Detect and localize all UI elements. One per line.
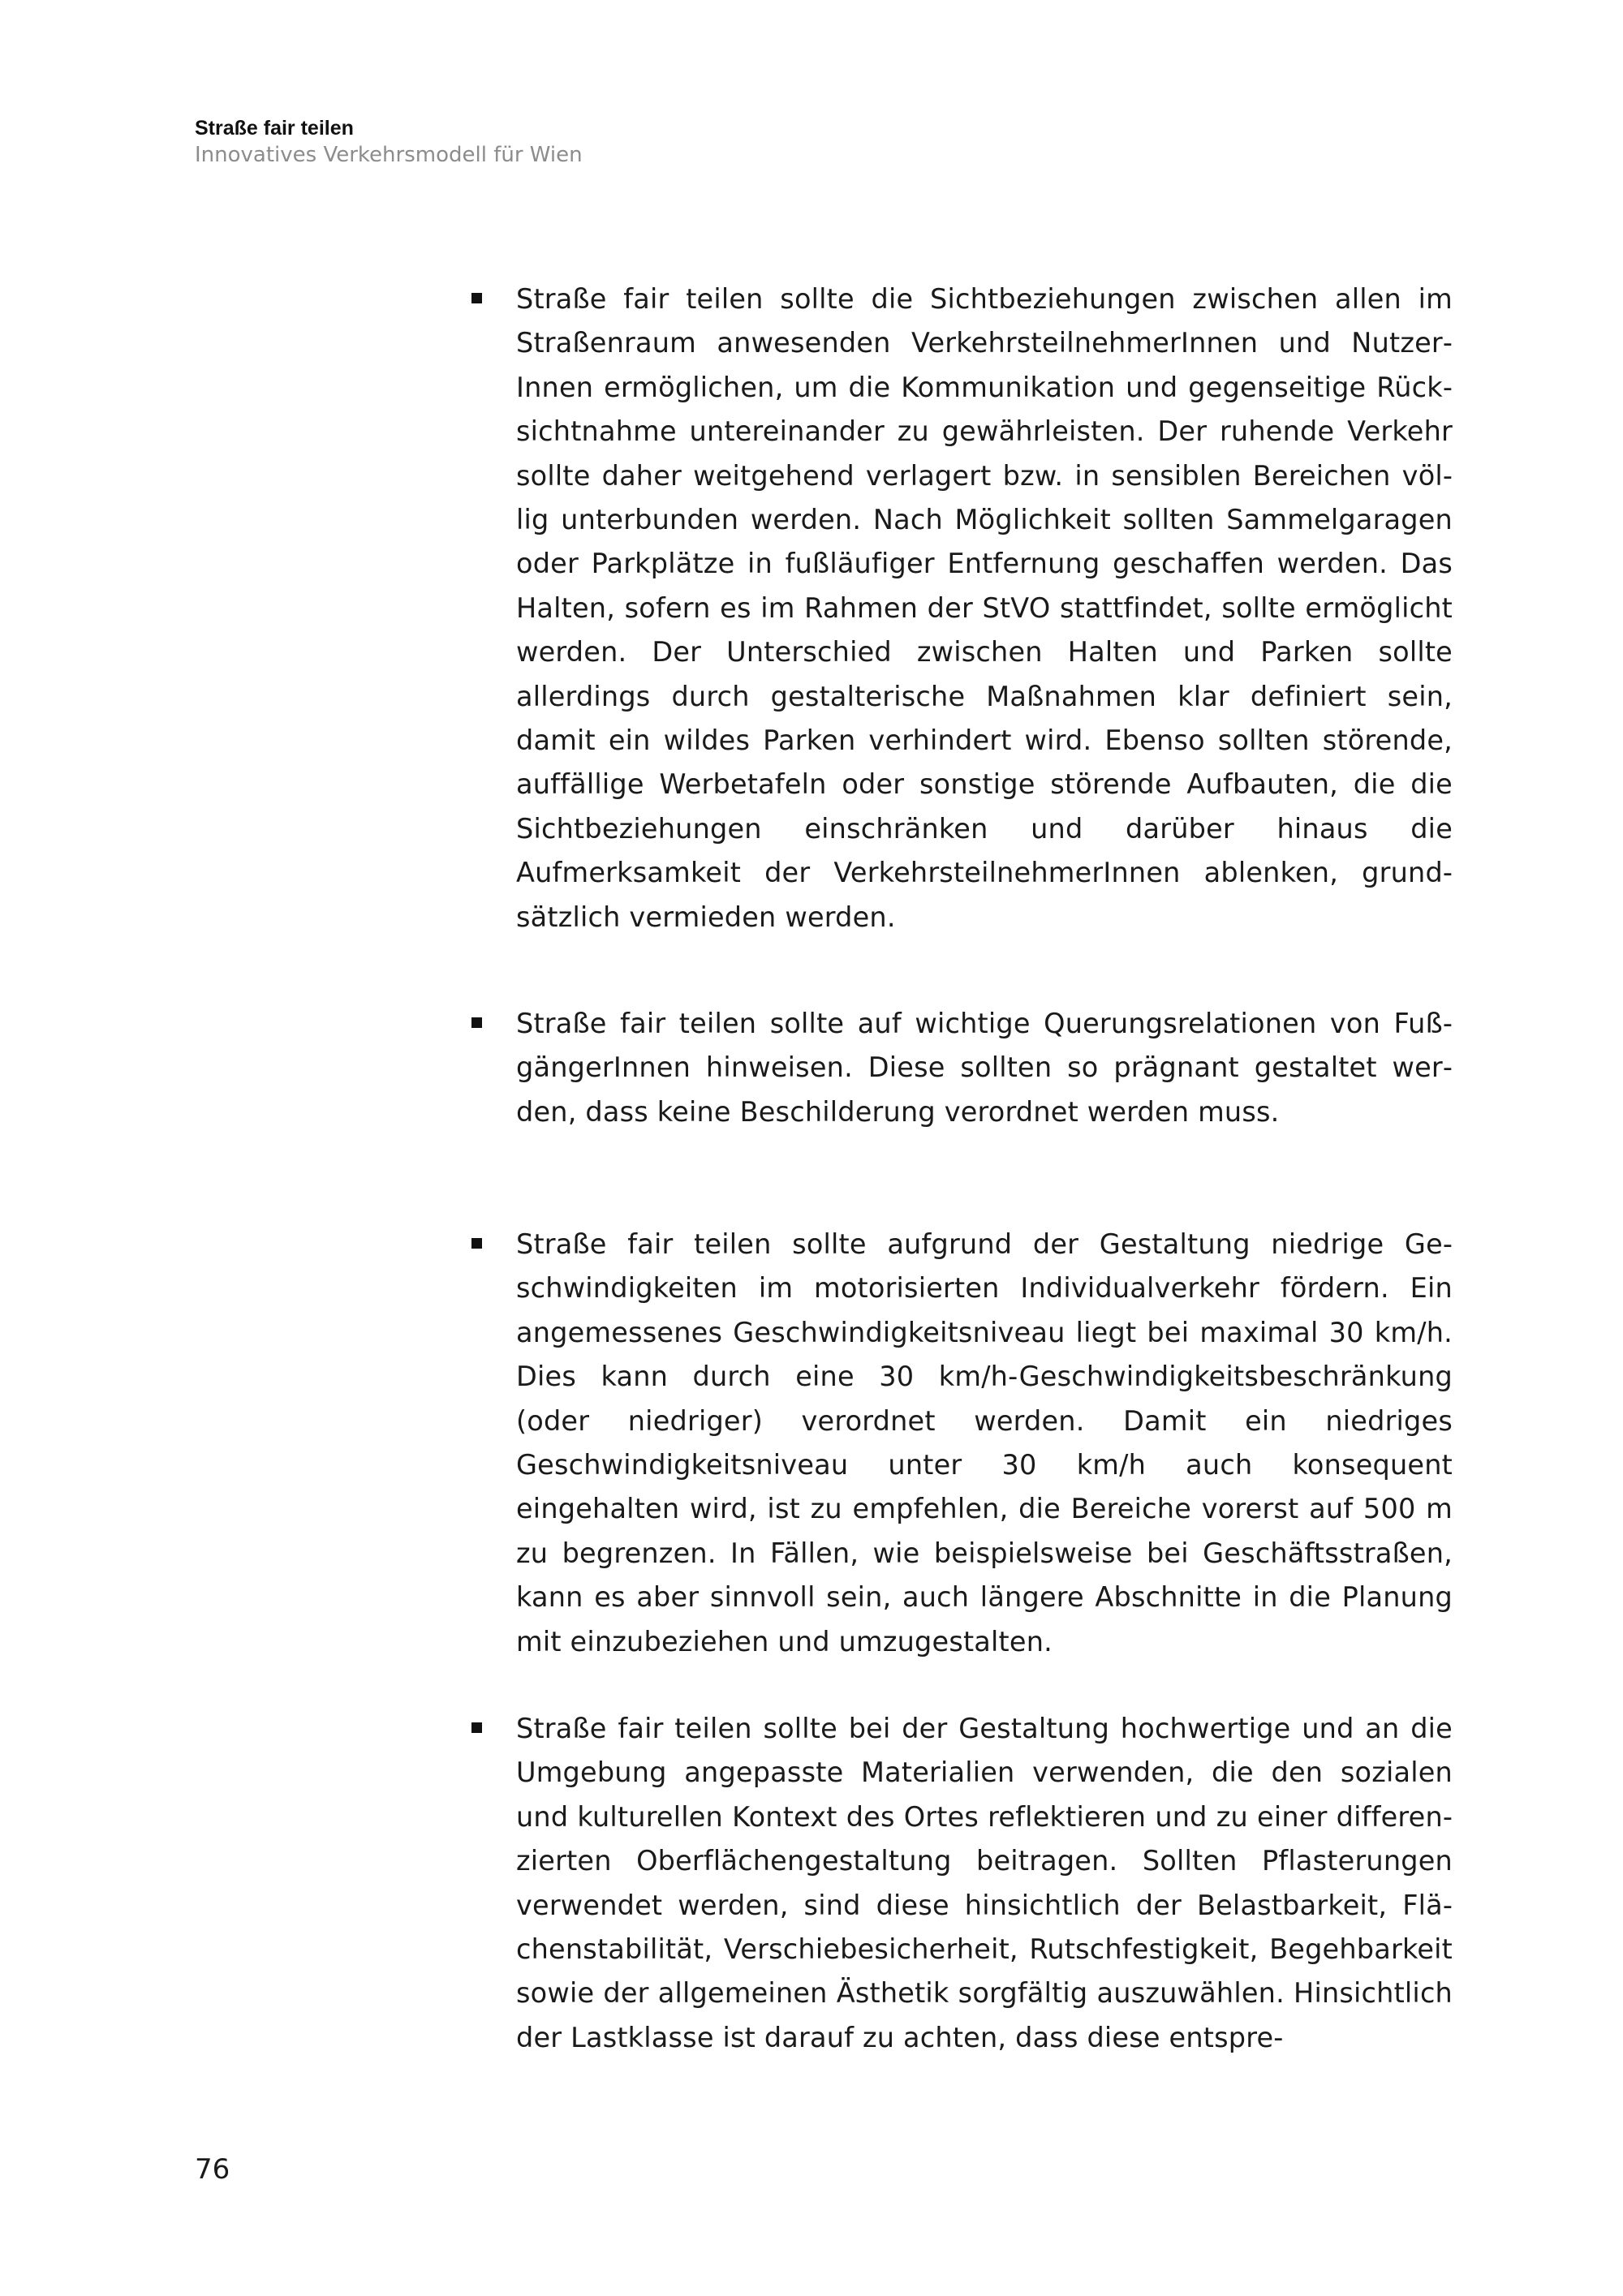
page-number: 76 <box>195 2153 230 2186</box>
bullet-item-sichtbeziehungen <box>467 277 1453 939</box>
square-bullet-icon <box>471 1722 482 1733</box>
header-subtitle: Innovatives Verkehrsmodell für Wien <box>195 143 583 167</box>
square-bullet-icon <box>471 293 482 303</box>
bullet-text: Straße fair teilen sollte aufgrund der Gestaltung niedrige Geschwindigkeiten im motorisierten Individualverkehr fördern. Ein angemessenes Geschwindigkeitsniveau liegt bei maximal 30 km/h. Dies kann durch eine 30 km/h-Geschwindigkeitsbeschränkung (oder niedriger) verordnet werden. Damit ein niedriges Geschwindigkeitsniveau unter 30 km/h auch konsequent eingehalten wird, ist zu empfehlen, die Bereiche vorerst auf 500 m zu begrenzen. In Fällen, wie beispielsweise bei Geschäftsstraßen, kann es aber sinnvoll sein, auch längere Abschnitte in die Planung mit einzubeziehen und umzugestalten. <box>516 1228 1453 1658</box>
bullet-text: Straße fair teilen sollte bei der Gestaltung hochwertige und an die Umgebung angepasste Materialien verwenden, die den sozialen und kulturellen Kontext des Ortes reflektieren und zu einer differenzierten Oberflächengestaltung beitragen. Sollten Pflasterungen verwendet werden, sind diese hinsichtlich der Belastbarkeit, Flächenstabilität, Verschiebesicherheit, Rutschfestigkeit, Begehbarkeit sowie der allgemeinen Ästhetik sorgfältig auszuwählen. Hinsichtlich der Lastklasse ist darauf zu achten, dass diese entspre- <box>516 1713 1453 2053</box>
square-bullet-icon <box>471 1238 482 1249</box>
header-title: Straße fair teilen <box>195 117 354 140</box>
bullet-item-querungsrelationen <box>467 1002 1453 1134</box>
bullet-item-geschwindigkeiten <box>467 1223 1453 1664</box>
bullet-text: Straße fair teilen sollte auf wichtige Querungsrelationen von FußgängerInnen hinweisen. Diese sollten so prägnant gestaltet werden, dass keine Beschilderung verordnet werden muss. <box>516 1008 1453 1128</box>
running-header <box>195 115 1006 169</box>
square-bullet-icon <box>471 1017 482 1028</box>
bullet-text: Straße fair teilen sollte die Sichtbeziehungen zwischen allen im Straßenraum anwesenden VerkehrsteilnehmerInnen und NutzerInnen ermöglichen, um die Kommunikation und gegenseitige Rücksichtnahme untereinander zu gewährleisten. Der ruhende Verkehr sollte daher weitgehend verlagert bzw. in sensiblen Bereichen völlig unterbunden werden. Nach Möglichkeit sollten Sammelgaragen oder Parkplätze in fußläufiger Entfernung geschaffen werden. Das Halten, sofern es im Rahmen der StVO stattfindet, sollte ermöglicht werden. Der Unterschied zwischen Halten und Parken sollte allerdings durch gestalterische Maßnahmen klar definiert sein, damit ein wildes Parken verhindert wird. Ebenso sollten störende, auffällige Werbetafeln oder sonstige störende Aufbauten, die die Sichtbeziehungen einschränken und darüber hinaus die Aufmerksamkeit der VerkehrsteilnehmerInnen ablenken, grundsätzlich vermieden werden. <box>516 283 1453 933</box>
bullet-item-materialien <box>467 1707 1453 2060</box>
